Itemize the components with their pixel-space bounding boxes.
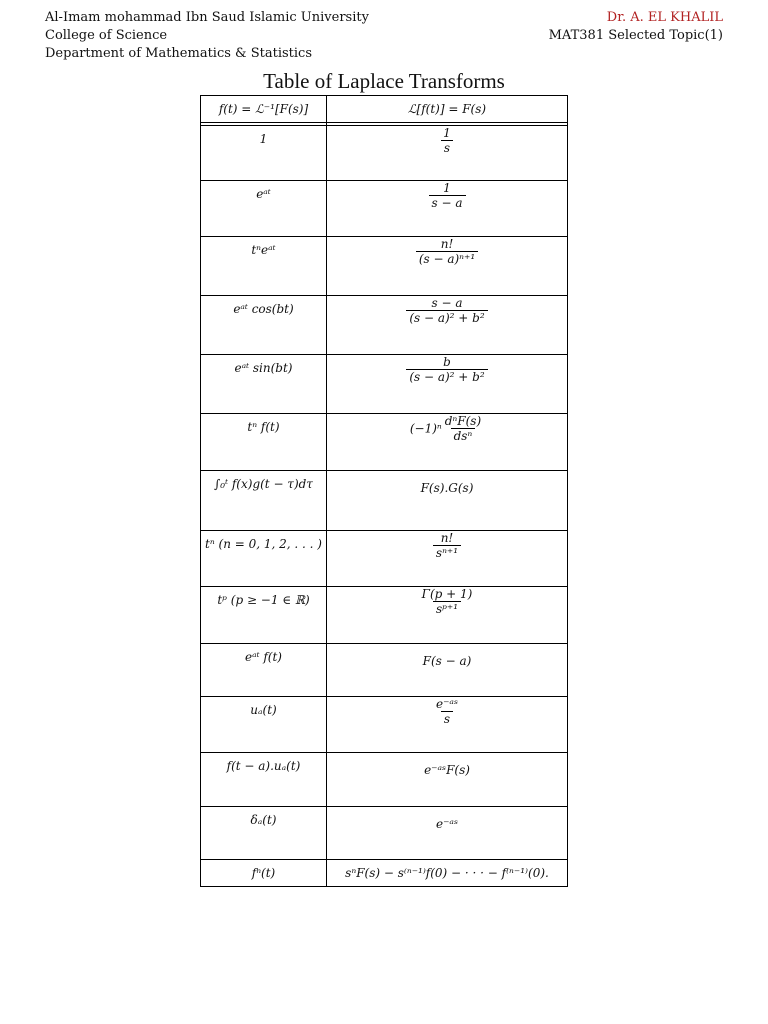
- transform-cell: [327, 181, 568, 237]
- time-domain-cell: [201, 471, 327, 531]
- transform-expr: [327, 531, 567, 560]
- transform-value: e⁻ᵃˢF(s): [424, 763, 470, 777]
- table-row: [201, 237, 568, 296]
- fraction-denominator: (s − a)² + b²: [406, 310, 487, 325]
- transform-cell: [327, 644, 568, 697]
- time-domain-cell: [201, 587, 327, 644]
- transform-expr: [327, 866, 567, 880]
- transform-value: sⁿF(s) − s⁽ⁿ⁻¹⁾f(0) − · · · − f⁽ⁿ⁻¹⁾(0).: [345, 866, 549, 880]
- fraction-numerator: e⁻ᵃˢ: [436, 697, 458, 711]
- fraction: [406, 296, 487, 325]
- table-row: [201, 181, 568, 237]
- transform-cell: [327, 296, 568, 355]
- time-domain-expr: δₐ(t): [250, 813, 277, 827]
- fraction-denominator: s: [441, 711, 453, 726]
- fraction-numerator: Γ(p + 1): [421, 587, 473, 601]
- transform-cell: [327, 697, 568, 753]
- table-header-row: [201, 96, 568, 123]
- transform-expr: [327, 237, 567, 266]
- time-domain-cell: [201, 860, 327, 887]
- time-domain-expr: eᵃᵗ f(t): [244, 650, 282, 664]
- time-domain-cell: [201, 126, 327, 181]
- transform-cell: [327, 531, 568, 587]
- table-row: [201, 531, 568, 587]
- time-domain-cell: [201, 807, 327, 860]
- time-domain-expr: eᵃᵗ: [256, 187, 271, 201]
- college-name: College of Science: [45, 28, 168, 43]
- transform-cell: [327, 753, 568, 807]
- transform-expr: [327, 807, 567, 831]
- table-row: [201, 471, 568, 531]
- time-domain-expr: tⁿ (n = 0, 1, 2, . . . ): [205, 537, 322, 551]
- col1-header: f(t) = ℒ⁻¹[F(s)]: [201, 96, 327, 123]
- course-name: MAT381 Selected Topic(1): [548, 28, 723, 43]
- time-domain-expr: tⁿeᵃᵗ: [251, 243, 276, 257]
- university-name: Al-Imam mohammad Ibn Saud Islamic University: [45, 10, 369, 25]
- transform-expr: [327, 753, 567, 777]
- time-domain-cell: [201, 414, 327, 471]
- table-row: [201, 126, 568, 181]
- fraction: [433, 697, 461, 726]
- table-row: [201, 296, 568, 355]
- table-row: [201, 644, 568, 697]
- table-row: [201, 753, 568, 807]
- transform-cell: [327, 807, 568, 860]
- table-row: [201, 587, 568, 644]
- fraction: [433, 531, 461, 560]
- header-left: [45, 9, 369, 63]
- transform-cell: [327, 860, 568, 887]
- time-domain-expr: ∫₀ᵗ f(x)g(t − τ)dτ: [214, 477, 313, 491]
- transform-expr: [327, 644, 567, 668]
- time-domain-cell: [201, 644, 327, 697]
- time-domain-cell: [201, 697, 327, 753]
- time-domain-cell: [201, 181, 327, 237]
- fraction: [442, 414, 484, 443]
- laplace-table: [200, 95, 568, 887]
- transform-expr: [327, 471, 567, 495]
- time-domain-cell: [201, 753, 327, 807]
- transform-cell: [327, 587, 568, 644]
- table-row: [201, 355, 568, 414]
- fraction: [406, 355, 487, 384]
- table-row: [201, 697, 568, 753]
- time-domain-expr: tⁿ f(t): [247, 420, 280, 434]
- col2-header: ℒ[f(t)] = F(s): [327, 96, 568, 123]
- transform-expr: [327, 126, 567, 155]
- fraction: [419, 587, 476, 616]
- time-domain-expr: f(t − a).uₐ(t): [226, 759, 301, 773]
- transform-cell: [327, 355, 568, 414]
- fraction-numerator: 1: [443, 181, 451, 195]
- fraction-numerator: n!: [440, 531, 454, 545]
- table-body: [201, 126, 568, 887]
- page-title: Table of Laplace Transforms: [263, 69, 505, 93]
- fraction-denominator: s − a: [429, 195, 466, 210]
- fraction-denominator: s: [441, 140, 453, 155]
- time-domain-expr: uₐ(t): [250, 703, 277, 717]
- header-right: [549, 9, 723, 45]
- fraction-denominator: sⁿ⁺¹: [433, 545, 461, 560]
- time-domain-expr: 1: [259, 132, 268, 146]
- transform-expr: [327, 697, 567, 726]
- transform-cell: [327, 126, 568, 181]
- table-row: [201, 860, 568, 887]
- fraction: [416, 237, 478, 266]
- fraction-numerator: s − a: [431, 296, 463, 310]
- fraction-denominator: dsⁿ: [451, 428, 476, 443]
- transform-cell: [327, 237, 568, 296]
- author-name: Dr. A. EL KHALIL: [606, 10, 723, 25]
- fraction: [440, 126, 454, 155]
- fraction-denominator: (s − a)² + b²: [406, 369, 487, 384]
- fraction-numerator: b: [443, 355, 451, 369]
- department-name: Department of Mathematics & Statistics: [45, 46, 313, 61]
- fraction-denominator: (s − a)ⁿ⁺¹: [416, 251, 478, 266]
- transform-prefix: (−1)ⁿ: [409, 421, 442, 436]
- transform-expr: [327, 181, 567, 210]
- time-domain-expr: eᵃᵗ cos(bt): [233, 302, 294, 316]
- fraction-numerator: dⁿF(s): [444, 414, 482, 428]
- transform-expr: [327, 587, 567, 616]
- time-domain-cell: [201, 355, 327, 414]
- fraction-numerator: 1: [443, 126, 451, 140]
- transform-expr: [327, 414, 567, 443]
- time-domain-expr: eᵃᵗ sin(bt): [234, 361, 293, 375]
- time-domain-cell: [201, 296, 327, 355]
- fraction: [429, 181, 466, 210]
- transform-value: F(s).G(s): [420, 481, 474, 495]
- transform-cell: [327, 471, 568, 531]
- fraction-denominator: sᵖ⁺¹: [433, 601, 461, 616]
- table-row: [201, 414, 568, 471]
- transform-expr: [327, 296, 567, 325]
- transform-value: F(s − a): [422, 654, 472, 668]
- transform-expr: [327, 355, 567, 384]
- time-domain-expr: tᵖ (p ≥ −1 ∈ ℝ): [217, 593, 310, 607]
- transform-value: e⁻ᵃˢ: [436, 817, 458, 831]
- transform-cell: [327, 414, 568, 471]
- time-domain-cell: [201, 531, 327, 587]
- fraction-numerator: n!: [440, 237, 454, 251]
- time-domain-expr: fⁿ(t): [251, 866, 276, 880]
- table-row: [201, 807, 568, 860]
- time-domain-cell: [201, 237, 327, 296]
